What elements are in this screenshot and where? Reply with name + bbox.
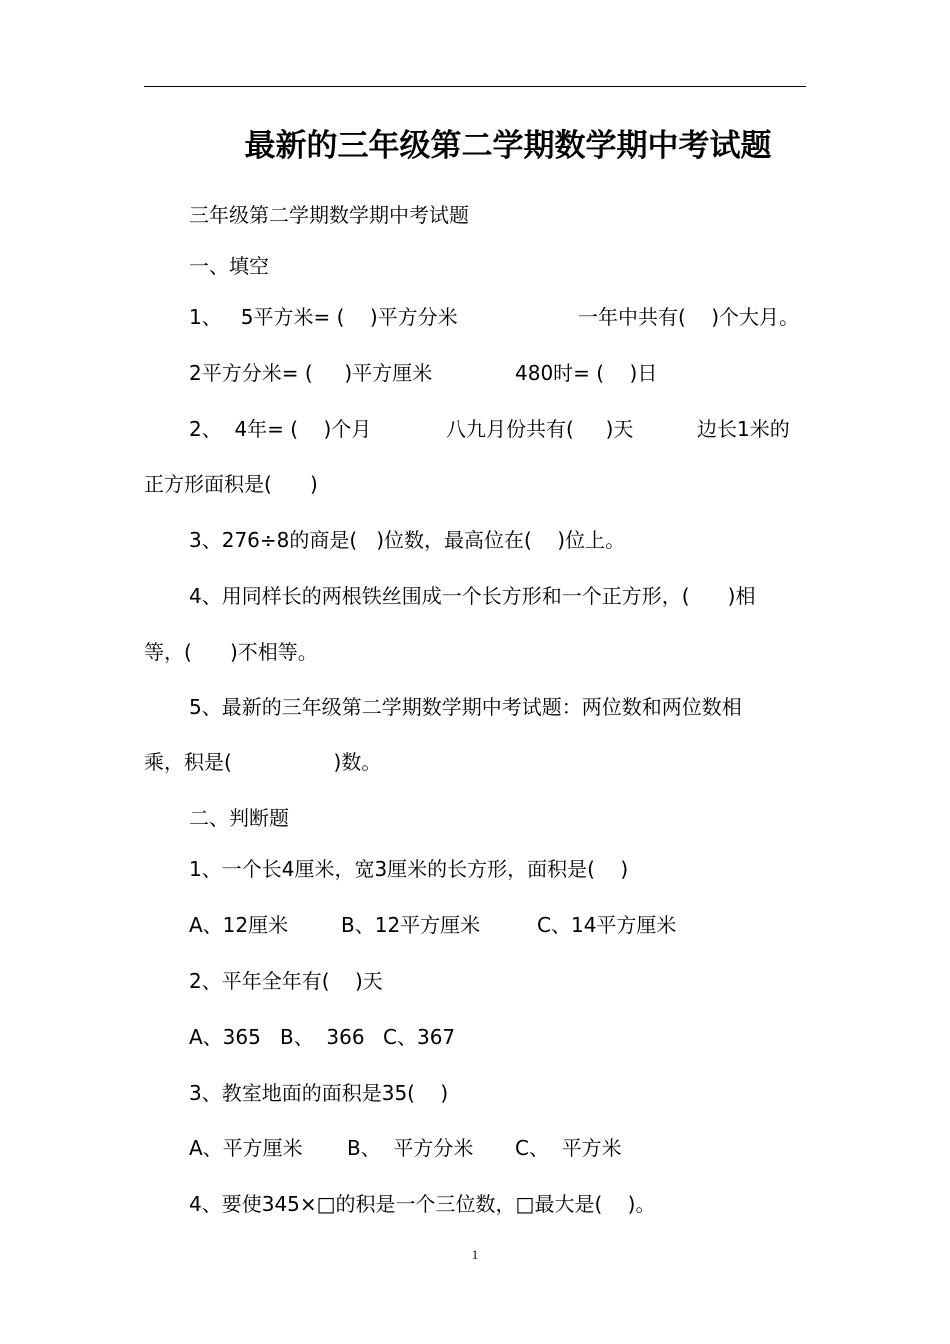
header-rule (144, 86, 806, 87)
question-text: 一年中共有( )个大月。 (578, 305, 800, 329)
option-text: B、12平方厘米 (341, 913, 481, 937)
document-title: 最新的三年级第二学期数学期中考试题 (244, 128, 772, 164)
question-text: 边长1米的 (697, 417, 790, 441)
page-number: 1 (471, 1247, 479, 1262)
question-text: 等，( )不相等。 (144, 640, 318, 664)
option-text: C、14平方厘米 (537, 913, 677, 937)
question-text: 480时= ( )日 (515, 361, 658, 385)
option-text: C、 平方米 (515, 1136, 622, 1160)
question-text: 3、276÷8的商是( )位数，最高位在( )位上。 (189, 528, 626, 552)
question-text: 3、教室地面的面积是35( ) (189, 1081, 449, 1105)
question-text: 1、一个长4厘米，宽3厘米的长方形，面积是( ) (189, 857, 629, 881)
option-text: A、365 (189, 1025, 261, 1049)
option-text: B、 平方分米 (347, 1136, 474, 1160)
section-heading: 一、填空 (189, 254, 269, 278)
question-text: 5、最新的三年级第二学期数学期中考试题：两位数和两位数相 (189, 695, 742, 719)
question-text: 正方形面积是( ) (144, 472, 318, 496)
section-heading: 二、判断题 (189, 806, 289, 830)
option-text: C、367 (383, 1025, 456, 1049)
option-text: A、平方厘米 (189, 1136, 303, 1160)
question-text: 4、要使345×□的积是一个三位数，□最大是( )。 (189, 1192, 656, 1216)
subtitle: 三年级第二学期数学期中考试题 (189, 203, 469, 227)
question-text: 1、 5平方米= ( )平方分米 (189, 305, 458, 329)
option-text: B、 366 (280, 1025, 365, 1049)
question-text: 乘，积是( )数。 (144, 750, 382, 774)
question-text: 2平方分米= ( )平方厘米 (189, 361, 433, 385)
question-text: 2、平年全年有( )天 (189, 969, 383, 993)
option-text: A、12厘米 (189, 913, 289, 937)
question-text: 八九月份共有( )天 (446, 417, 634, 441)
question-text: 2、 4年= ( )个月 (189, 417, 372, 441)
question-text: 4、用同样长的两根铁丝围成一个长方形和一个正方形，( )相 (189, 584, 756, 608)
